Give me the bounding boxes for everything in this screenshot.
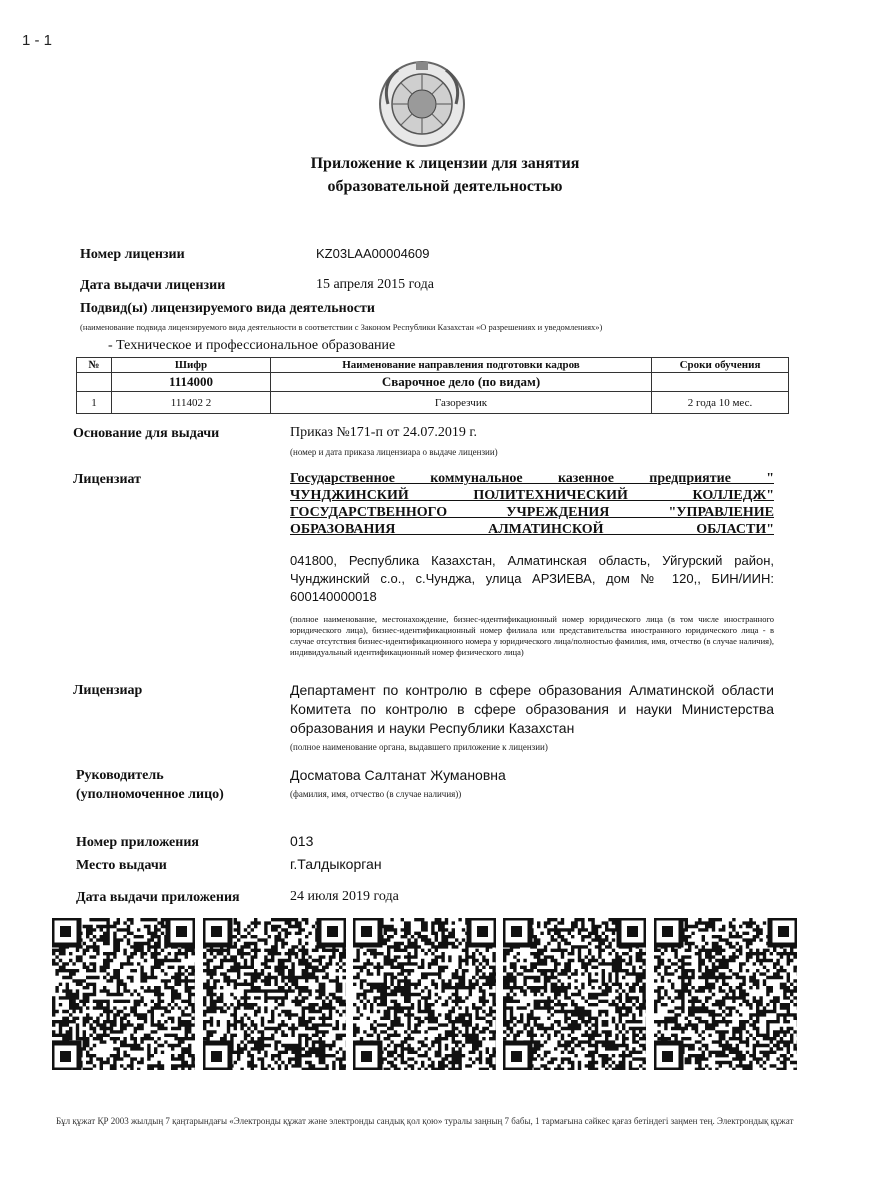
qr-code-icon bbox=[203, 918, 346, 1070]
basis-label: Основание для выдачи bbox=[73, 426, 220, 441]
state-emblem-icon bbox=[378, 60, 466, 148]
table-row bbox=[77, 392, 789, 414]
licensor-note: (полное наименование органа, выдавшего приложение к лицензии) bbox=[290, 742, 548, 752]
footer-legal-note: Бұл құжат ҚР 2003 жылдың 7 қаңтарындағы «Электронды құжат және электронды сандық қол қою» туралы заңның 7 бабы, 1 тармағына сәйкес қағаз бетіндегі заңмен тең. Электрондық құжат bbox=[56, 1116, 794, 1126]
head-note: (фамилия, имя, отчество (в случае наличия)) bbox=[290, 789, 462, 799]
table-group-row bbox=[77, 373, 789, 392]
licensee-org-line: ЧУНДЖИНСКИЙ ПОЛИТЕХНИЧЕСКИЙ КОЛЛЕДЖ" bbox=[290, 488, 774, 503]
license-date-value: 15 апреля 2015 года bbox=[316, 277, 434, 292]
page-number: 1 - 1 bbox=[22, 32, 53, 49]
programs-table bbox=[76, 357, 789, 414]
group-code: 1114000 bbox=[112, 373, 271, 392]
qr-code-icon bbox=[654, 918, 797, 1070]
appendix-date-label: Дата выдачи приложения bbox=[76, 890, 240, 905]
col-header-num: № bbox=[77, 358, 112, 373]
subtype-note: (наименование подвида лицензируемого вида деятельности в соответствии с Законом Республики Казахстан «О разрешениях и уведомлениях») bbox=[80, 322, 603, 332]
table-header-row bbox=[77, 358, 789, 373]
licensee-org-line: ГОСУДАРСТВЕННОГО УЧРЕЖДЕНИЯ "УПРАВЛЕНИЕ bbox=[290, 505, 774, 520]
licensor-value: Департамент по контролю в сфере образования Алматинской области Комитета по контролю в сфере образования и науки Министерства образования и науки Республики Казахстан bbox=[290, 682, 774, 736]
group-name: Сварочное дело (по видам) bbox=[271, 373, 652, 392]
head-label-sub: (уполномоченное лицо) bbox=[76, 787, 224, 802]
row-num: 1 bbox=[77, 392, 112, 414]
subtype-value: - Техническое и профессиональное образование bbox=[108, 338, 396, 353]
table-cell bbox=[77, 373, 112, 392]
appendix-date-value: 24 июля 2019 года bbox=[290, 889, 399, 904]
place-value: г.Талдыкорган bbox=[290, 856, 382, 872]
licensee-organization bbox=[290, 470, 774, 538]
document-title: Приложение к лицензии для занятия образовательной деятельностью bbox=[310, 155, 580, 195]
col-header-code: Шифр bbox=[112, 358, 271, 373]
qr-code-icon bbox=[353, 918, 496, 1070]
qr-code-icon bbox=[503, 918, 646, 1070]
col-header-name: Наименование направления подготовки кадров bbox=[271, 358, 652, 373]
appendix-number-label: Номер приложения bbox=[76, 835, 199, 850]
row-name: Газорезчик bbox=[271, 392, 652, 414]
basis-note: (номер и дата приказа лицензиара о выдаче лицензии) bbox=[290, 447, 498, 457]
place-label: Место выдачи bbox=[76, 858, 167, 873]
license-number-value: KZ03LAA00004609 bbox=[316, 246, 430, 261]
license-date-label: Дата выдачи лицензии bbox=[80, 278, 226, 293]
licensee-org-line: Государственное коммунальное казенное предприятие " bbox=[290, 471, 774, 486]
basis-value: Приказ №171-п от 24.07.2019 г. bbox=[290, 425, 478, 440]
head-label: Руководитель bbox=[76, 768, 164, 783]
table-cell bbox=[652, 373, 789, 392]
qr-code-icon bbox=[52, 918, 195, 1070]
appendix-number-value: 013 bbox=[290, 833, 314, 849]
licensee-label: Лицензиат bbox=[73, 472, 142, 487]
row-term: 2 года 10 мес. bbox=[652, 392, 789, 414]
licensee-org-line: ОБРАЗОВАНИЯ АЛМАТИНСКОЙ ОБЛАСТИ" bbox=[290, 522, 774, 537]
row-code: 111402 2 bbox=[112, 392, 271, 414]
license-number-label: Номер лицензии bbox=[80, 247, 185, 262]
subtype-label: Подвид(ы) лицензируемого вида деятельности bbox=[80, 301, 375, 316]
licensor-label: Лицензиар bbox=[73, 683, 143, 698]
licensee-address: 041800, Республика Казахстан, Алматинская область, Уйгурский район, Чунджинский с.о., с.Чунджа, улица АРЗИЕВА, дом № 120,, БИН/ИИН: 600140000018 bbox=[290, 553, 774, 604]
licensee-note: (полное наименование, местонахождение, бизнес-идентификационный номер юридического лица (в том числе иностранного юридического лица), бизнес-идентификационный номер филиала или представительства иностранного юридического лица - в случае отсутствия бизнес-идентификационного номера у юридического лица/полностью фамилия, имя, отчество (в случае наличия), индивидуальный идентификационный номер физического лица) bbox=[290, 614, 774, 657]
head-value: Досматова Салтанат Жумановна bbox=[290, 767, 506, 783]
col-header-term: Сроки обучения bbox=[652, 358, 789, 373]
